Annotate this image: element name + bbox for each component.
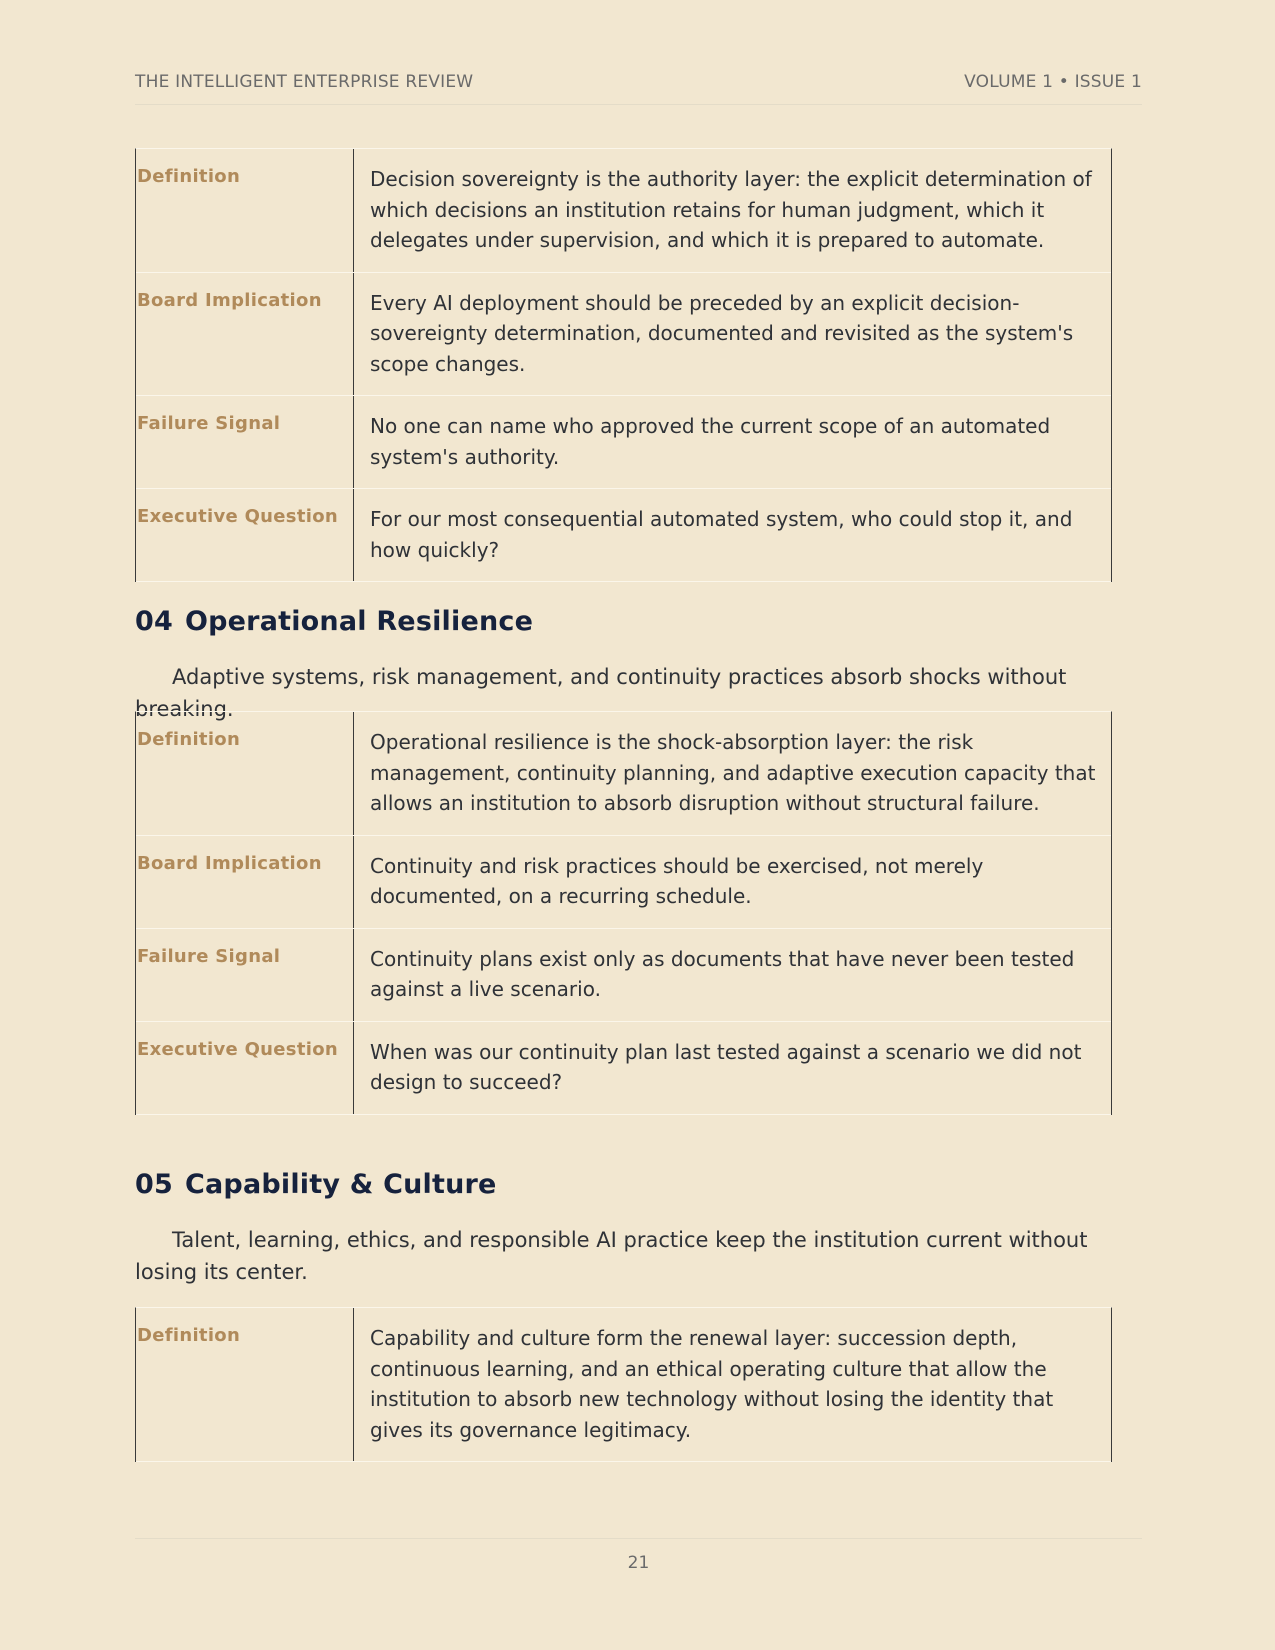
- row-text: Every AI deployment should be preceded by an explicit decision-sovereignty determination, documented and revisited as the system's scope changes.: [370, 290, 1074, 376]
- section-title: Operational Resilience: [184, 606, 534, 637]
- row-text: For our most consequential automated system, who could stop it, and how quickly?: [370, 507, 1073, 562]
- publication-name: THE INTELLIGENT ENTERPRISE REVIEW: [135, 72, 474, 92]
- section-lede-05: Talent, learning, ethics, and responsible AI practice keep the institution current without losing its center.: [135, 1228, 1088, 1284]
- running-header: [135, 72, 1142, 105]
- matrix-row-failure-signal: [136, 929, 1111, 1022]
- governance-matrix-decision-sovereignty: [135, 148, 1112, 582]
- matrix-row-definition: [136, 712, 1111, 836]
- page-number: 21: [627, 1553, 650, 1573]
- row-label: Executive Question: [136, 489, 354, 581]
- row-label: Failure Signal: [136, 396, 354, 488]
- row-label: Failure Signal: [136, 929, 354, 1021]
- matrix-row-board-implication: [136, 273, 1111, 397]
- row-label: Definition: [136, 149, 354, 272]
- section-title: Capability & Culture: [184, 1169, 497, 1200]
- matrix-row-board-implication: [136, 836, 1111, 929]
- row-label: Board Implication: [136, 273, 354, 396]
- section-heading-05: [135, 1169, 497, 1200]
- row-text: Operational resilience is the shock-absorption layer: the risk management, continuity planning, and adaptive execution capacity that allows an institution to absorb disruption without structural failure.: [370, 730, 1096, 815]
- row-text: No one can name who approved the current scope of an automated system's authority.: [370, 414, 1051, 469]
- row-text: Capability and culture form the renewal layer: succession depth, continuous learning, and an ethical operating culture that allow the institution to absorb new technology without losing the identity that gives its governance legitimacy.: [370, 1326, 1054, 1442]
- governance-matrix-operational-resilience: [135, 711, 1112, 1115]
- matrix-row-executive-question: [136, 489, 1111, 582]
- row-text: Continuity and risk practices should be exercised, not merely documented, on a recurring schedule.: [370, 853, 984, 908]
- governance-matrix-capability-culture: [135, 1307, 1112, 1462]
- section-number: 05: [135, 1169, 173, 1200]
- row-text: When was our continuity plan last tested against a scenario we did not design to succeed?: [370, 1039, 1082, 1094]
- section-heading-04: [135, 606, 533, 637]
- issue-label: VOLUME 1 • ISSUE 1: [964, 72, 1142, 92]
- row-text: Decision sovereignty is the authority layer: the explicit determination of which decisions an institution retains for human judgment, which it delegates under supervision, and which it is prepared to automate.: [370, 167, 1092, 252]
- matrix-row-executive-question: [136, 1022, 1111, 1115]
- section-lede-04: Adaptive systems, risk management, and continuity practices absorb shocks without breaking.: [135, 665, 1067, 721]
- row-label: Definition: [136, 712, 354, 835]
- row-label: Definition: [136, 1308, 354, 1461]
- matrix-row-failure-signal: [136, 396, 1111, 489]
- row-label: Executive Question: [136, 1022, 354, 1114]
- row-text: Continuity plans exist only as documents that have never been tested against a live scenario.: [370, 946, 1075, 1001]
- section-number: 04: [135, 606, 173, 637]
- matrix-row-definition: [136, 1308, 1111, 1462]
- running-footer: [135, 1538, 1142, 1573]
- matrix-row-definition: [136, 149, 1111, 273]
- row-label: Board Implication: [136, 836, 354, 928]
